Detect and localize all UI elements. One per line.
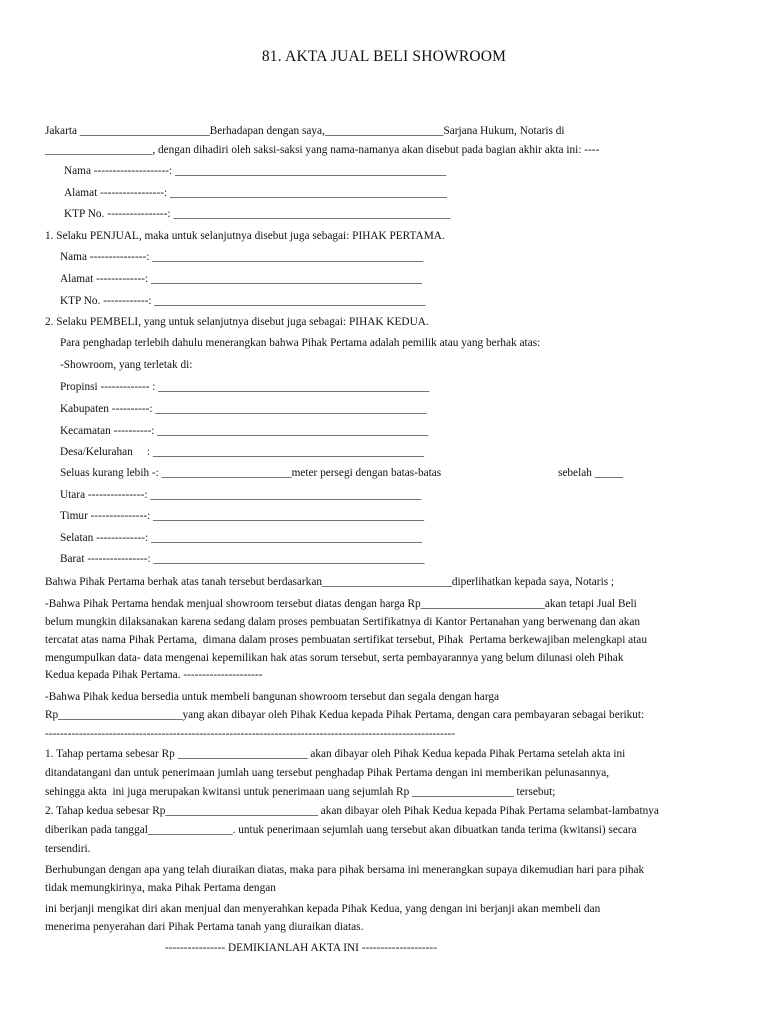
payment-stage-1-line-3: sehingga akta ini juga merupakan kwitansi untuk penerimaan uang sejumlah Rp __________________ tersebut; xyxy=(45,786,556,798)
district-field: Kecamatan ----------: ________________________________________________ xyxy=(60,425,429,437)
regency-field: Kabupaten ----------: ________________________________________________ xyxy=(60,403,427,415)
closing-statement-line-2: tidak memungkirinya, maka Pihak Pertama dengan xyxy=(45,882,276,894)
area-field: Seluas kurang lebih -: _______________________meter persegi dengan batas-batas xyxy=(60,467,442,479)
south-border-field: Selatan -------------: ________________________________________________ xyxy=(60,532,423,544)
village-field: Desa/Kelurahan : ________________________________________________ xyxy=(60,446,424,458)
province-field: Propinsi ------------- : ________________________________________________ xyxy=(60,381,430,393)
buyer-address-field: Alamat -------------: ________________________________________________ xyxy=(60,273,423,285)
closing-statement-line-1: Berhubungan dengan apa yang telah diuraikan diatas, maka para pihak bersama ini menerangkan supaya dikemudian hari para pihak xyxy=(45,864,645,876)
east-border-field: Timur ---------------: ________________________________________________ xyxy=(60,510,425,522)
payment-stage-2-line-1: 2. Tahap kedua sebesar Rp___________________________ akan dibayar oleh Pihak Kedua kepada Pihak Pertama selambat-lambatnya xyxy=(45,805,659,817)
sale-intent-line-4: mengumpulkan data- data mengenai kepemilikan hak atas sorum tersebut, serta pembayarannya yang belum dilunasi oleh Pihak xyxy=(45,652,624,664)
sale-intent-line-3: tercatat atas nama Pihak Pertama, dimana dalam proses pembuatan sertifikat tersebut, Pihak Pertama berkewajiban melengkapi atau xyxy=(45,634,647,646)
sale-intent-line-5: Kedua kepada Pihak Pertama. --------------------- xyxy=(45,669,263,681)
commitment-line-1: ini berjanji mengikat diri akan menjual dan menyerahkan kepada Pihak Kedua, yang dengan ini berjanji akan membeli dan xyxy=(45,903,601,915)
payment-stage-2-line-3: tersendiri. xyxy=(45,843,91,855)
buyer-name-field: Nama ---------------: ________________________________________________ xyxy=(60,251,424,263)
sale-intent-line-2: belum mungkin dilaksanakan karena sedang dalam proses pembuatan Sertifikatnya di Kantor Pertanahan yang berwenang dan akan xyxy=(45,616,641,628)
seller-heading: 1. Selaku PENJUAL, maka untuk selanjutnya disebut juga sebagai: PIHAK PERTAMA. xyxy=(45,230,445,242)
showroom-location-heading: -Showroom, yang terletak di: xyxy=(60,359,193,371)
west-border-field: Barat ----------------: ________________________________________________ xyxy=(60,553,425,565)
closing-footer: ---------------- DEMIKIANLAH AKTA INI -------------------- xyxy=(165,942,437,954)
opening-line-continued: ___________________, dengan dihadiri oleh saksi-saksi yang nama-namanya akan disebut pada bagian akhir akta ini: ---- xyxy=(45,144,600,156)
payment-stage-1-line-1: 1. Tahap pertama sebesar Rp _______________________ akan dibayar oleh Pihak Kedua kepada Pihak Pertama setelah akta ini xyxy=(45,748,626,760)
buyer-heading: 2. Selaku PEMBELI, yang untuk selanjutnya disebut juga sebagai: PIHAK KEDUA. xyxy=(45,316,429,328)
north-border-field: Utara ---------------: ________________________________________________ xyxy=(60,489,422,501)
land-rights-statement: Bahwa Pihak Pertama berhak atas tanah tersebut berdasarkan_______________________diperlihatkan kepada saya, Notaris ; xyxy=(45,576,615,588)
buyer-id-field: KTP No. ------------: ________________________________________________ xyxy=(60,295,426,307)
payment-stage-1-line-2: ditandatangani dan untuk penerimaan jumlah uang tersebut penghadap Pihak Pertama dengan ini memberikan pelunasannya, xyxy=(45,767,610,779)
witness-id-field: KTP No. ----------------: _________________________________________________ xyxy=(64,208,451,220)
purchase-intent-line-1: -Bahwa Pihak kedua bersedia untuk membeli bangunan showroom tersebut dan segala dengan harga xyxy=(45,691,500,703)
witness-name-field: Nama --------------------: ________________________________________________ xyxy=(64,165,447,177)
section-divider: ------------------------------------------------------------------------------------------------------------- xyxy=(45,728,456,740)
payment-stage-2-line-2: diberikan pada tanggal_______________. untuk penerimaan sejumlah uang tersebut akan dibuatkan tanda terima (kwitansi) secara xyxy=(45,824,637,836)
sale-intent-line-1: -Bahwa Pihak Pertama hendak menjual showroom tersebut diatas dengan harga Rp______________________akan tetapi Jual Beli xyxy=(45,598,637,610)
area-side-field: sebelah _____ xyxy=(558,467,623,479)
opening-line: Jakarta _______________________Berhadapan dengan saya,_____________________Sarjana Hukum, Notaris di xyxy=(45,125,565,137)
ownership-statement: Para penghadap terlebih dahulu menerangkan bahwa Pihak Pertama adalah pemilik atau yang berhak atas: xyxy=(60,337,541,349)
commitment-line-2: menerima penyerahan dari Pihak Pertama tanah yang diuraikan diatas. xyxy=(45,921,364,933)
document-title: 81. AKTA JUAL BELI SHOWROOM xyxy=(261,48,507,65)
witness-address-field: Alamat -----------------: _________________________________________________ xyxy=(64,187,447,199)
purchase-intent-line-2: Rp______________________yang akan dibayar oleh Pihak Kedua kepada Pihak Pertama, dengan cara pembayaran sebagai berikut: xyxy=(45,709,645,721)
